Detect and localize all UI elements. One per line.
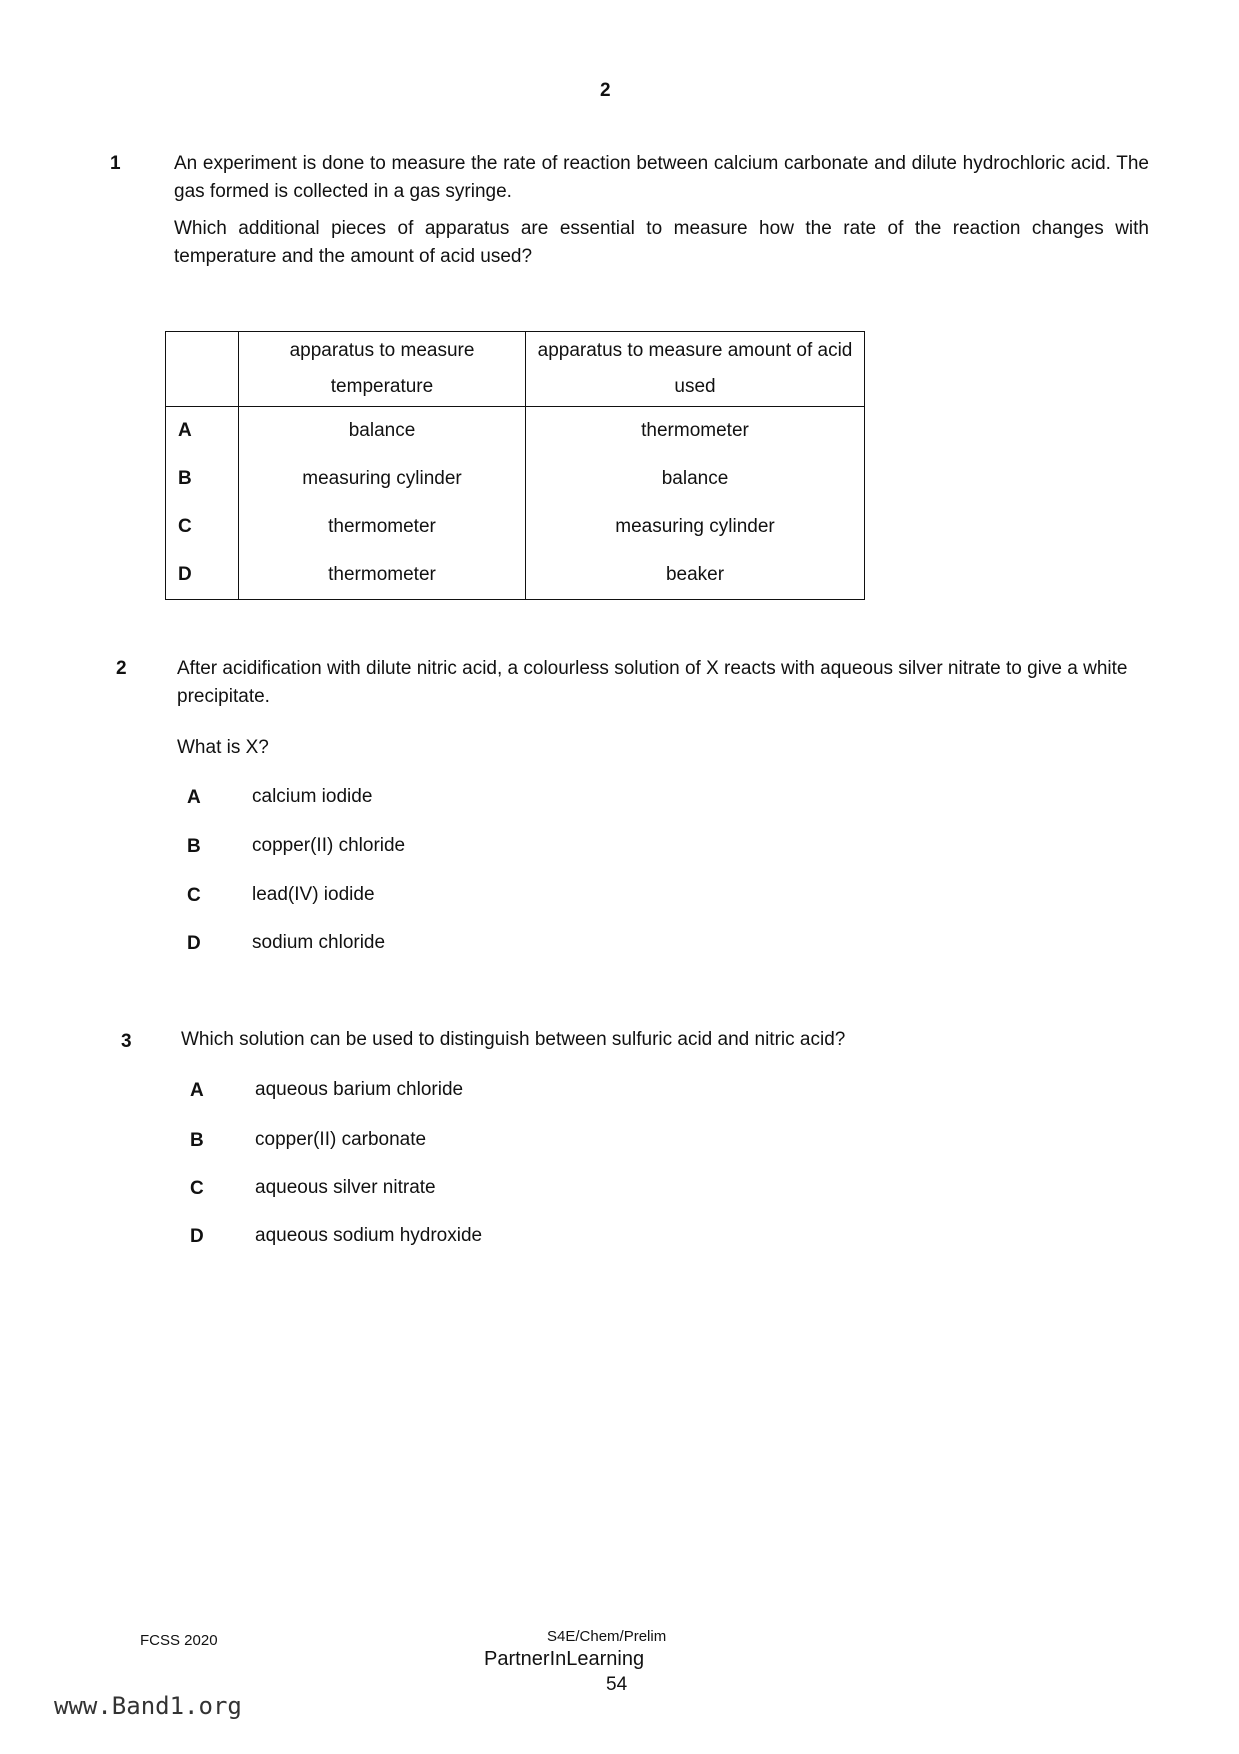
option-text: aqueous silver nitrate <box>255 1177 436 1198</box>
cell-temp: thermometer <box>239 503 526 551</box>
cell-temp: measuring cylinder <box>239 455 526 503</box>
footer-partner: PartnerInLearning <box>484 1648 645 1670</box>
cell-temp: thermometer <box>239 551 526 600</box>
row-letter: B <box>166 455 239 503</box>
question-1-text: An experiment is done to measure the rate of reaction between calcium carbonate and dilute hydrochloric acid. The gas formed is collected in a gas syringe. <box>174 153 1149 202</box>
question-3-number: 3 <box>121 1031 132 1052</box>
question-2-text: After acidification with dilute nitric acid, a colourless solution of X reacts with aqueous silver nitrate to give a white precipitate. <box>177 658 1128 707</box>
question-2-number: 2 <box>116 658 127 679</box>
row-letter: C <box>166 503 239 551</box>
option-text: sodium chloride <box>252 932 386 953</box>
question-1-number: 1 <box>110 153 121 174</box>
option-letter: C <box>190 1178 204 1199</box>
question-2-prompt: What is X? <box>177 737 269 758</box>
option-letter: B <box>187 836 201 857</box>
question-3-text: Which solution can be used to distinguish between sulfuric acid and nitric acid? <box>181 1029 846 1050</box>
table-row <box>166 407 865 456</box>
option-text: lead(IV) iodide <box>252 884 375 905</box>
header-acid: apparatus to measure amount of acid used <box>526 332 865 407</box>
cell-acid: beaker <box>526 551 865 600</box>
footer-page: 54 <box>606 1674 628 1695</box>
table-row <box>166 455 865 503</box>
page-number: 2 <box>600 80 611 101</box>
row-letter: A <box>166 407 239 456</box>
option-letter: C <box>187 885 201 906</box>
option-text: copper(II) carbonate <box>255 1129 427 1150</box>
apparatus-table <box>165 331 865 600</box>
option-text: aqueous barium chloride <box>255 1079 464 1100</box>
option-text: aqueous sodium hydroxide <box>255 1225 483 1246</box>
row-letter: D <box>166 551 239 600</box>
option-letter: B <box>190 1130 204 1151</box>
footer-school: FCSS 2020 <box>140 1632 218 1649</box>
cell-acid: measuring cylinder <box>526 503 865 551</box>
option-text: copper(II) chloride <box>252 835 406 856</box>
option-text: calcium iodide <box>252 786 373 807</box>
option-letter: D <box>190 1226 204 1247</box>
footer-code: S4E/Chem/Prelim <box>547 1628 667 1645</box>
table-row <box>166 503 865 551</box>
table-row <box>166 551 865 600</box>
header-temperature: apparatus to measure temperature <box>239 332 526 407</box>
option-letter: A <box>190 1080 204 1101</box>
cell-acid: balance <box>526 455 865 503</box>
cell-acid: thermometer <box>526 407 865 456</box>
website-watermark: www.Band1.org <box>54 1692 242 1720</box>
cell-temp: balance <box>239 407 526 456</box>
question-1-prompt: Which additional pieces of apparatus are essential to measure how the rate of the reaction changes with temperature and the amount of acid used? <box>174 218 1149 267</box>
option-letter: A <box>187 787 201 808</box>
option-letter: D <box>187 933 201 954</box>
